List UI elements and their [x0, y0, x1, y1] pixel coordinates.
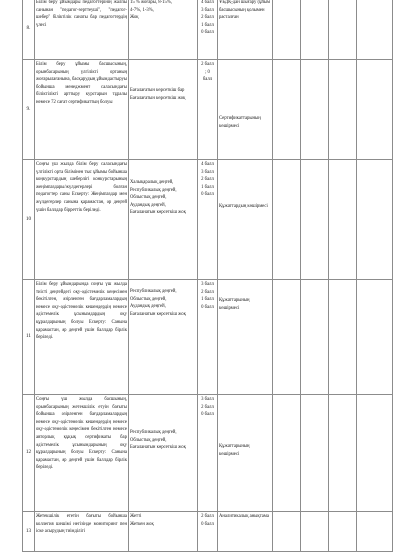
empty-cell — [301, 0, 329, 60]
row-number: 8. — [23, 0, 35, 60]
table-row — [23, 60, 393, 160]
empty-cell — [329, 160, 357, 280]
cell-line: 2 балл — [201, 15, 214, 21]
cell-line: Жоқ — [130, 15, 139, 21]
cell-line: 0 балл — [201, 412, 214, 418]
cell-line: 0 балл — [201, 304, 214, 310]
empty-cell — [273, 280, 301, 395]
cell-line: Бағалағатын көрсеткіш жоқ — [130, 95, 186, 101]
empty-cell — [329, 512, 357, 552]
cell-line: Облыстық деңгей, — [130, 195, 167, 201]
empty-cell — [301, 395, 329, 512]
cell-line: 4 балл — [201, 162, 214, 167]
indicators-cell — [129, 280, 198, 395]
empty-cell — [273, 512, 301, 552]
criterion-cell: Білім беру ұйымы басшысының, орынбасарының үлгілікті ортаның жоғарылағанына, басқарудың ұйымдастыруы бойынша менеджмент саласындағы біліктілікті арттыру курстарын тұралы немесе 72 сағат сертификаттың болуы — [35, 60, 129, 160]
empty-cell — [301, 160, 329, 280]
row-number: 11 — [23, 280, 35, 395]
criterion-cell: Жетекшілік ететін бағыты бойынша коллегия шешімі негізінде мониторинг пен іске асырудың тиімділігі — [35, 512, 129, 552]
empty-cell — [273, 395, 301, 512]
empty-cell — [301, 60, 329, 160]
empty-cell — [357, 280, 393, 395]
cell-line: 0 балл — [201, 30, 214, 36]
criterion-cell: Білім беру ұйымдары педагогтерінің жалпы санынан "педагог-зерттеуші", "педагог-шебер" біліктілік санаты бар педагогтердің үлесі — [35, 0, 129, 60]
cell-line: 1 балл — [201, 22, 214, 28]
table-row — [23, 160, 393, 280]
empty-cell — [329, 395, 357, 512]
empty-cell — [301, 512, 329, 552]
criterion-cell: Білім беру ұйымдарында соңғы үш жылда тиісті деңгейдегі оқу-әдістемелік кеңесімен бекітілген, әзірленген бағдарламалардың немесе оқу-әдістемелік кешендердің немесе әдістемелік ұсынымдардың оқу құралдарының болуы Ескерту: Санына қарамастан, әр деңгей үшін баллдар бірлік беріледі. — [35, 280, 129, 395]
source-cell: Аналитикалық анықтама — [218, 512, 273, 552]
cell-line: Республикалық деңгей, — [130, 187, 177, 193]
cell-line: Бағаланатын көрсеткіш жоқ — [130, 210, 186, 216]
cell-line: Бағаланатын көрсеткіш жоқ — [130, 311, 186, 317]
cell-line: 15 % жоғары, 8-15%, — [130, 0, 172, 5]
empty-cell — [273, 160, 301, 280]
points-cell — [198, 280, 218, 395]
source-cell: Құжаттарының көшірмесі — [218, 280, 273, 395]
cell-line: Аудандық деңгей, — [130, 304, 166, 310]
cell-line: 4 балл — [201, 0, 214, 5]
table-row — [23, 280, 393, 395]
cell-line: Облыстық деңгей, — [130, 437, 167, 443]
cell-line: 2 балл — [201, 514, 214, 519]
row-number: 13 — [23, 512, 35, 552]
cell-line: 2 балл — [201, 177, 214, 183]
source-cell: ҰБДҚ-дан шығару (ұйым басшысының қолымен расталған — [218, 0, 273, 60]
empty-cell — [357, 160, 393, 280]
empty-cell — [329, 0, 357, 60]
source-cell: Сертификаттарының көшірмесі — [218, 60, 273, 160]
source-cell: Құжаттардың көшірмесі — [218, 160, 273, 280]
cell-line: балл — [202, 77, 213, 83]
cell-line: ; 0 — [205, 69, 210, 75]
cell-line: Бағалағатын көрсеткіш бар — [130, 88, 185, 93]
cell-line: 1 балл — [201, 184, 214, 190]
cell-line: 3 балл — [201, 397, 214, 402]
cell-line: 2 балл — [201, 62, 214, 67]
cell-line: 3 балл — [201, 169, 214, 175]
cell-line: Жетті — [130, 514, 142, 519]
criterion-cell: Соңғы үш жылда білім беру саласындағы үлгілікті орта білімінен тыс ұйымы бойынша коңкурстардың шеберлігі конкурстарының жеңімпаздары/жүлдегерлері болған педагогтер саны Ескерту: Жеңімпаздар мен жүлдегерлер санына қарамастан, әр деңгей үшін баллдар бірреттік беріледі. — [35, 160, 129, 280]
cell-line: Бағаланатын көрсеткіш жоқ — [130, 445, 186, 451]
row-number: 9. — [23, 60, 35, 160]
row-number: 10 — [23, 160, 35, 280]
indicators-cell — [129, 0, 198, 60]
cell-line: 2 балл — [201, 289, 214, 295]
table-row — [23, 512, 393, 552]
points-cell — [198, 60, 218, 160]
cell-line: 0 балл — [201, 192, 214, 198]
cell-line: 3 балл — [201, 7, 214, 13]
cell-line: Республикалық деңгей, — [130, 289, 177, 294]
source-cell: Құжаттарының көшірмесі — [218, 395, 273, 512]
cell-line: 0 балл — [201, 521, 214, 527]
points-cell — [198, 0, 218, 60]
cell-line: 2 балл — [201, 404, 214, 410]
empty-cell — [357, 0, 393, 60]
row-number: 12 — [23, 395, 35, 512]
empty-cell — [357, 395, 393, 512]
indicators-cell — [129, 60, 198, 160]
points-cell — [198, 160, 218, 280]
empty-cell — [301, 280, 329, 395]
table-row — [23, 0, 393, 60]
cell-line: Республикалық деңгей, — [130, 430, 177, 435]
rating-criteria-table — [22, 0, 393, 552]
empty-cell — [357, 60, 393, 160]
cell-line: 3 балл — [201, 282, 214, 287]
cell-line: Жеткен жоқ — [130, 521, 154, 527]
empty-cell — [273, 60, 301, 160]
cell-line: 1 балл — [201, 297, 214, 303]
points-cell — [198, 512, 218, 552]
indicators-cell — [129, 512, 198, 552]
empty-cell — [273, 0, 301, 60]
empty-cell — [329, 60, 357, 160]
criterion-cell: Соңғы үш жылда басшының, орынбасарының жетекшілік етуін бағыты бойынша әзірленген бағдарламалардың немесе оқу-әдістемелік кешендердің немесе оқу-әдістемелік кеңесімен бекітілген немесе авторлық құқық сертификаты бар әдістемелік ұсынымдарының оқу құралдарының болуы Ескерту: Санына қарамастан, әр деңгей үшін баллдар бірлік беріледі. — [35, 395, 129, 512]
table-row — [23, 395, 393, 512]
indicators-cell — [129, 160, 198, 280]
cell-line: Халықаралық деңгей, — [130, 180, 174, 185]
cell-line: Аудандық деңгей, — [130, 202, 166, 208]
empty-cell — [329, 280, 357, 395]
indicators-cell — [129, 395, 198, 512]
cell-line: 4-7%, 1-3%, — [130, 7, 154, 13]
points-cell — [198, 395, 218, 512]
cell-line: Облыстық деңгей, — [130, 296, 167, 302]
empty-cell — [357, 512, 393, 552]
